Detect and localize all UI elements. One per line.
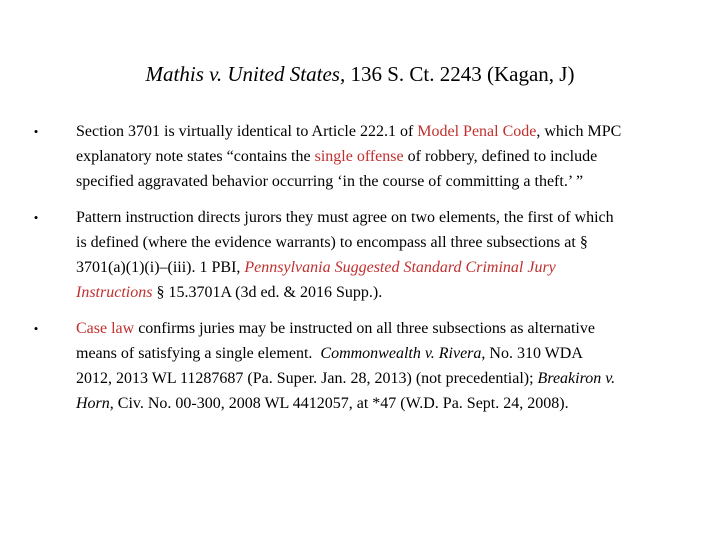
text-line xyxy=(76,280,696,305)
text-run: Section 3701 is virtually identical to Article 222.1 of xyxy=(76,123,418,140)
text-run: of robbery, defined to include xyxy=(403,148,598,165)
text-line xyxy=(76,316,696,341)
case-name-rivera: Commonwealth v. Rivera xyxy=(320,345,482,362)
bullet-item-pattern-instruction xyxy=(0,205,720,305)
text-line xyxy=(76,144,696,169)
highlight-case-law: Case law xyxy=(76,320,135,337)
bullet-item-mpc xyxy=(0,119,720,194)
text-line xyxy=(76,366,696,391)
text-run: explanatory note states “contains the xyxy=(76,148,315,165)
highlight-model-penal-code: Model Penal Code xyxy=(417,123,537,140)
case-name: Mathis v. United States, xyxy=(145,62,346,86)
text-run: Pattern instruction directs jurors they must agree on two elements, the first of which xyxy=(76,209,614,226)
text-run: 2012, 2013 WL 11287687 (Pa. Super. Jan. 28, 2013) (not precedential); xyxy=(76,370,538,387)
text-line xyxy=(76,391,696,416)
text-run: 3701(a)(1)(i)–(iii). 1 PBI, xyxy=(76,259,245,276)
text-run: , which MPC xyxy=(536,123,622,140)
bullet-dot-icon: • xyxy=(33,210,39,225)
text-line xyxy=(76,205,696,230)
bullet-dot-icon: • xyxy=(33,321,39,336)
bullet-item-case-law xyxy=(0,316,720,416)
text-run: , Civ. No. 00-300, 2008 WL 4412057, at *47 (W.D. Pa. Sept. 24, 2008). xyxy=(109,395,569,412)
text-line xyxy=(76,341,696,366)
text-line xyxy=(76,255,696,280)
citation-pa-standard-jury-instructions: Pennsylvania Suggested Standard Criminal Jury xyxy=(244,259,556,276)
text-run: § 15.3701A (3d ed. & 2016 Supp.). xyxy=(152,284,383,301)
text-run: , No. 310 WDA xyxy=(481,345,583,362)
highlight-single-offense: single offense xyxy=(314,148,404,165)
text-run: specified aggravated behavior occurring ‘in the course of committing a theft.’ ” xyxy=(76,173,584,190)
slide-title xyxy=(0,59,720,89)
case-name-breakiron: Breakiron v. xyxy=(537,370,616,387)
text-run: is defined (where the evidence warrants) to encompass all three subsections at § xyxy=(76,234,588,251)
text-run: confirms juries may be instructed on all three subsections as alternative xyxy=(134,320,595,337)
text-run: means of satisfying a single element. xyxy=(76,345,321,362)
bullet-list xyxy=(0,119,720,416)
case-citation: 136 S. Ct. 2243 (Kagan, J) xyxy=(345,62,575,86)
bullet-dot-icon: • xyxy=(33,124,39,139)
case-name-breakiron: Horn xyxy=(76,395,110,412)
text-line xyxy=(76,169,696,194)
citation-pa-standard-jury-instructions: Instructions xyxy=(76,284,153,301)
text-line xyxy=(76,230,696,255)
text-line xyxy=(76,119,696,144)
